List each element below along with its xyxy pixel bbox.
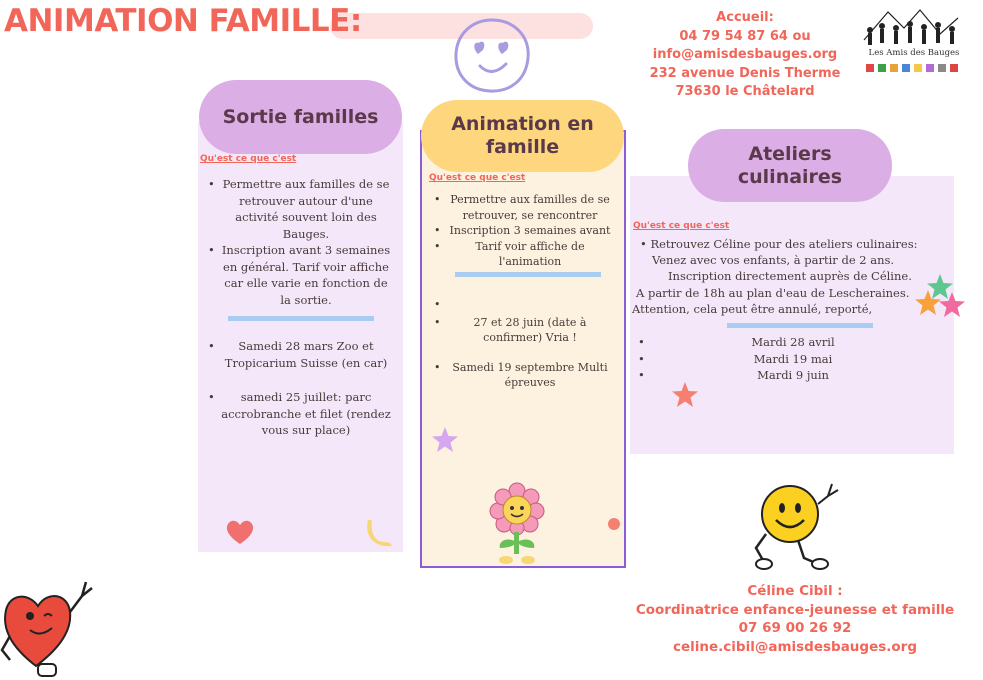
coordinator-email: celine.cibil@amisdesbauges.org [672,638,917,655]
col3-line: Inscription directement auprès de Céline. [668,269,912,284]
col2-description [432,192,614,270]
col1-question: Qu'est ce que c'est [200,154,297,164]
heart-eyes-emoji-icon [450,14,534,96]
col1-separator [228,316,374,321]
flower-mascot-icon [484,482,550,566]
col3-description [632,236,932,317]
dot-icon [606,516,622,532]
animation-famille-title-text: Animation en famille [451,113,594,158]
logo-color-square [866,64,874,72]
col1-bullet: • Permettre aux familles de se retrouver autour d'une activité souvent loin des Bauges. [206,176,392,242]
col2-bullet: • Tarif voir affiche de l'animation [432,239,614,270]
logo-color-square [890,64,898,72]
association-logo [858,4,966,74]
col2-date-item [432,297,614,313]
col1-date-item: • samedi 25 juillet: parc accrobranche et filet (rendez vous sur place) [206,389,392,439]
animation-famille-title [421,100,624,172]
col1-bullet: • Inscription avant 3 semaines en général. Tarif voir affiche car elle varie en fonction de la sortie. [206,242,392,308]
contact-email: info@amisdesbauges.org [652,47,838,62]
banana-icon [362,516,396,552]
col2-date-item: • Samedi 19 septembre Multi épreuves [432,360,614,391]
heart-icon [224,518,256,546]
col2-dates [432,297,614,391]
sortie-familles-title: Sortie familles [199,80,402,154]
col1-date-item: • Samedi 28 mars Zoo et Tropicarium Suisse (en car) [206,338,392,371]
logo-color-squares [866,64,958,72]
col2-separator [455,272,601,277]
col2-bullet: • Permettre aux familles de se retrouver, se rencontrer [432,192,614,223]
col3-question: Qu'est ce que c'est [633,221,730,231]
col2-bullet: • Inscription 3 semaines avant [432,223,614,239]
coordinator-role: Coordinatrice enfance-jeunesse et famille [635,601,955,618]
coordinator-contact [630,582,960,656]
col3-line: • Retrouvez Céline pour des ateliers culinaires: [640,237,918,251]
col3-line: Attention, cela peut être annulé, reporté, [632,301,873,316]
coordinator-phone: 07 69 00 26 92 [738,620,852,636]
contact-phone: 04 79 54 87 64 ou [679,28,811,44]
col2-date-item: • 27 et 28 juin (date à confirmer) Vria ! [432,315,614,346]
logo-color-square [938,64,946,72]
contact-block [640,9,850,102]
col1-description [206,176,392,308]
page-title: ANIMATION FAMILLE: [4,3,362,39]
star-icon [430,425,460,455]
col2-question: Qu'est ce que c'est [429,173,526,183]
col3-date-item: • Mardi 9 juin [636,367,936,384]
col3-separator [727,323,873,328]
contact-street: 232 avenue Denis Therme [649,65,841,81]
logo-text: Les Amis des Bauges [868,48,960,58]
col3-dates [636,334,936,384]
col3-date-item: • Mardi 28 avril [636,334,936,351]
ateliers-culinaires-title [688,129,892,202]
ateliers-culinaires-title-text: Ateliers culinaires [737,142,843,188]
logo-color-square [926,64,934,72]
contact-city: 73630 le Châtelard [675,84,815,99]
col3-line-text: Retrouvez Céline pour des ateliers culinaires: [650,237,918,251]
col3-date-item: • Mardi 19 mai [636,351,936,368]
heart-mascot-icon [0,566,100,680]
col1-dates [206,338,392,439]
logo-color-square [902,64,910,72]
stars-cluster-icon [912,272,968,328]
mountain-people-logo-icon [858,4,966,48]
coordinator-name: Céline Cibil : [747,583,843,599]
logo-color-square [878,64,886,72]
col3-line: Venez avec vos enfants, à partir de 2 ans. [652,253,895,268]
star-icon [670,380,700,410]
logo-color-square [914,64,922,72]
col3-line: A partir de 18h au plan d'eau de Lescheraines. [636,285,910,300]
logo-color-square [950,64,958,72]
contact-label: Accueil: [716,10,774,25]
smiley-mascot-icon [748,474,848,574]
